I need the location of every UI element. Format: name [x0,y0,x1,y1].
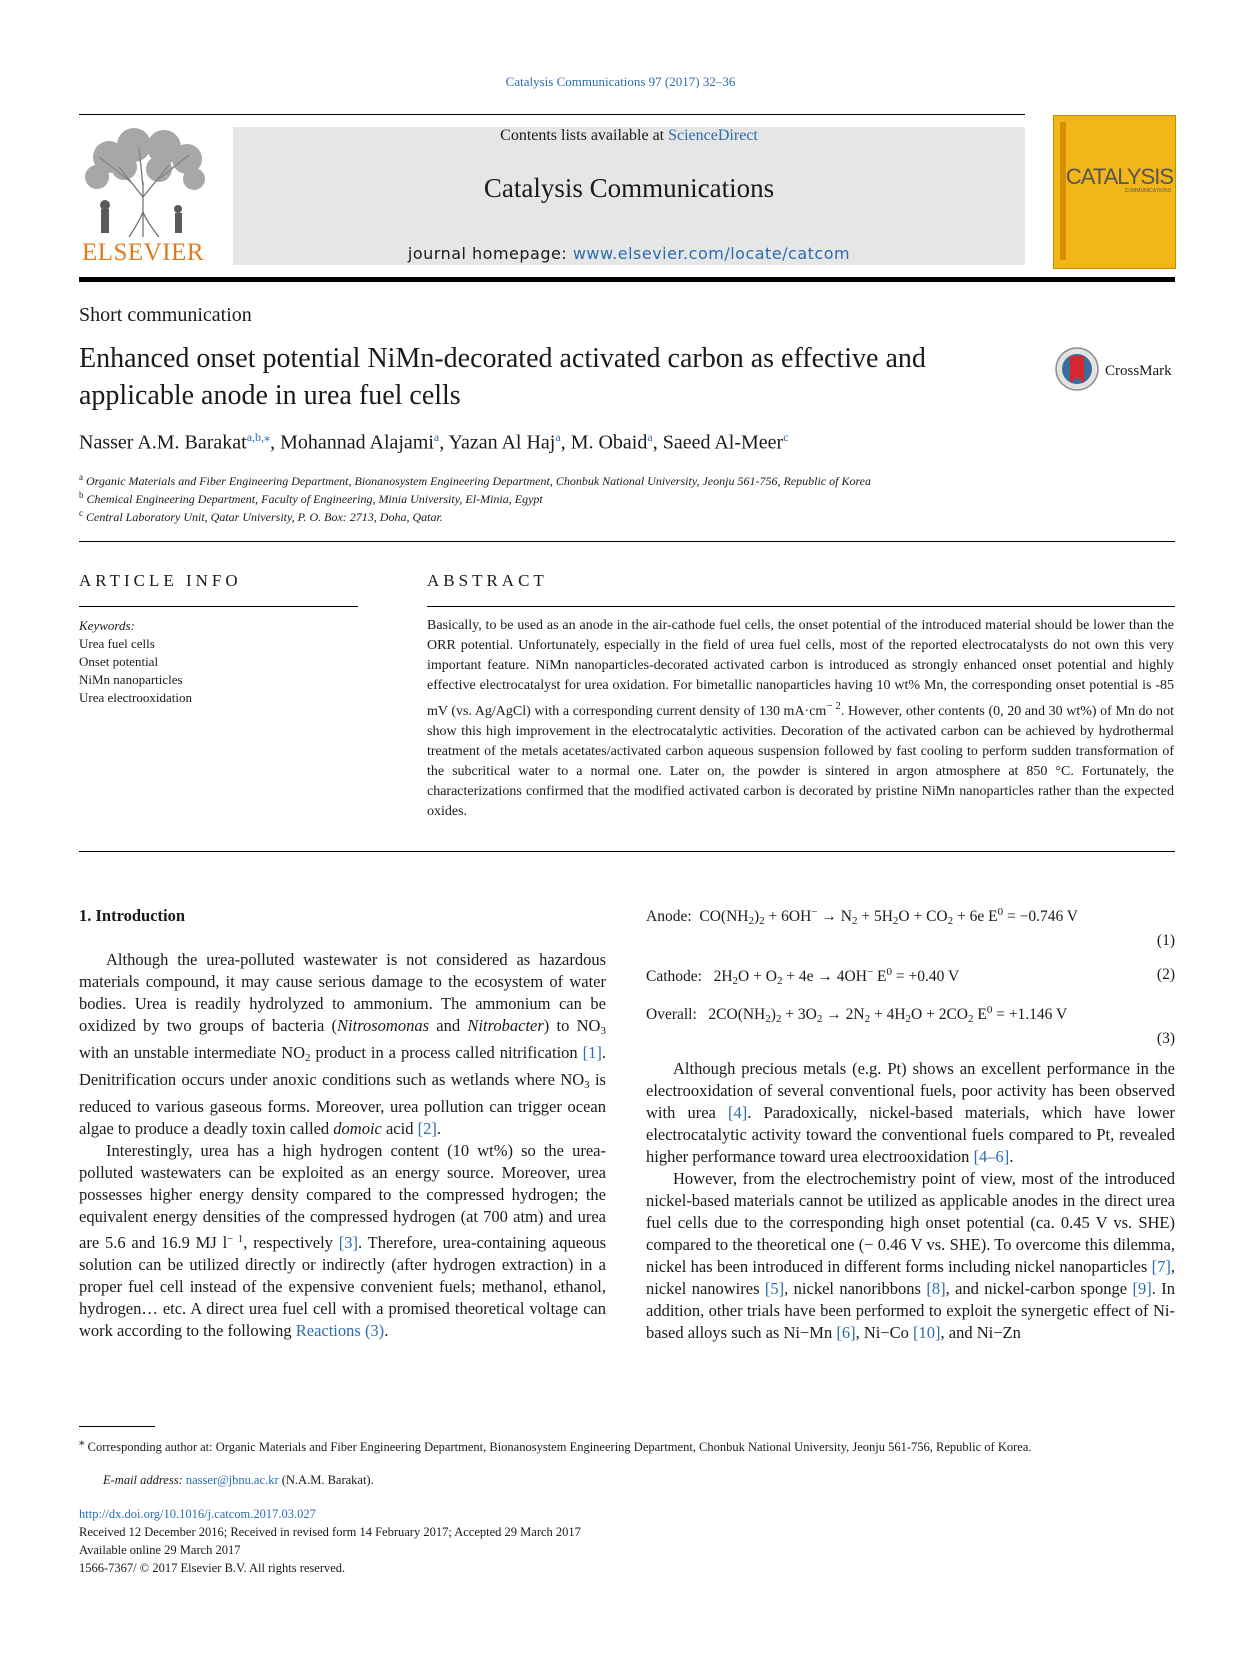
corresponding-author-mark[interactable]: ⁎ [264,430,271,444]
abstract-bottom-rule [79,851,1175,852]
equation-cathode: Cathode: $2H_2O + O_2 + 4e \to 4OH^-$ $E^0 = +0.40$ V (2) [646,966,1175,987]
reaction-link[interactable]: Reactions (3) [295,1321,385,1340]
crossmark-icon[interactable] [1055,347,1099,391]
introduction-left-column [79,949,606,1342]
reference-link[interactable]: [9] [1132,1279,1152,1298]
header-rule [79,114,1025,115]
reference-link[interactable]: [3] [338,1233,358,1252]
author[interactable]: Saeed Al-Meer [662,431,784,454]
reference-link[interactable]: [8] [926,1279,946,1298]
author-affiliation-mark[interactable]: a [555,430,561,444]
author-affiliation-mark[interactable]: a [433,430,440,444]
author-affiliation-mark[interactable]: c [783,430,789,444]
paragraph: Although precious metals (e.g. Pt) shows an excellent performance in the electrooxidation of several conventional fuels, poor activity has been observed with urea [4]. Paradoxically, nickel-based materials, which have lower electrocatalytic activity toward the conventional fuels compared to Pt, revealed higher performance toward urea electrooxidation [4–6]. [646,1059,1175,1166]
reference-link[interactable]: [7] [1151,1257,1171,1276]
affiliation-rule [79,541,1175,542]
doi-link[interactable]: http://dx.doi.org/10.1016/j.catcom.2017.03.027 [79,1507,316,1521]
equation-anode: Anode: $CO(NH_2)_2 + 6OH^- \to N_2 + 5H_2O + CO_2 + 6e$ $E^0 = -0.746$ V [646,906,1078,927]
homepage-line: journal homepage: www.elsevier.com/locate/catcom [407,244,851,263]
equation-overall: Overall: $2CO(NH_2)_2 + 3O_2 \to 2N_2 + 4H_2O + 2CO_2$ $E^0 = +1.146$ V [646,1004,1068,1025]
author-affiliation-mark[interactable]: a,b, [246,430,265,444]
keyword: Urea electrooxidation [79,690,192,705]
keywords-label: Keywords: [79,618,135,633]
header-thick-rule [79,277,1175,282]
cover-title: CATALYSIS [1065,164,1173,189]
abstract-heading: ABSTRACT [427,571,548,590]
keyword: Urea fuel cells [79,636,155,651]
journal-header [233,127,1025,265]
journal-citation-link[interactable]: Catalysis Communications 97 (2017) 32–36 [505,74,736,89]
author-affiliation-mark[interactable]: a [647,430,653,444]
reference-link[interactable]: [5] [764,1279,785,1298]
cover-subtitle: COMMUNICATIONS [1124,188,1171,194]
abstract-rule [427,606,1175,607]
reference-link[interactable]: [1] [582,1043,602,1062]
available-online: Available online 29 March 2017 [79,1543,241,1557]
elsevier-logo[interactable] [79,127,207,265]
author[interactable]: Nasser A.M. Barakat [79,431,247,454]
article-title: Enhanced onset potential NiMn-decorated activated carbon as effective and applicable anode in urea fuel cells [79,343,926,411]
equation-number: (2) [1156,966,1175,983]
cover-stripe [1060,122,1066,260]
copyright: 1566-7367/ © 2017 Elsevier B.V. All rights reserved. [79,1561,346,1575]
author[interactable]: Mohannad Alajami [280,431,434,454]
author[interactable]: Yazan Al Haj [448,431,556,454]
email-footnote: E-mail address: nasser@jbnu.ac.kr (N.A.M. Barakat). [103,1473,374,1487]
keyword: Onset potential [79,654,159,669]
email-link[interactable]: nasser@jbnu.ac.kr [185,1473,279,1487]
crossmark-label[interactable]: CrossMark [1105,363,1172,379]
section-heading-introduction: 1. Introduction [79,906,186,925]
paragraph: However, from the electrochemistry point of view, most of the introduced nickel-based materials cannot be utilized as applicable anodes in the direct urea fuel cells due to the corresponding high onset potential (ca. 0.45 V vs. SHE) compared to the theoretical one (− 0.46 V vs. SHE). To overcome this dilemma, nickel has been introduced in different forms including nickel nanoparticles [7], nickel nanowires [5], nickel nanoribbons [8], and nickel-carbon sponge [9]. In addition, other trials have been performed to exploit the synergetic effect of Ni-based alloys such as Ni−Mn [6], Ni−Co [10], and Ni−Zn [646,1169,1176,1342]
tree-icon [79,127,207,239]
article-type: Short communication [79,304,252,326]
affiliation: $^b$ Chemical Engineering Department, Faculty of Engineering, Minia University, El-Minia, Egypt [79,490,543,506]
paragraph: Although the urea-polluted wastewater is not considered as hazardous materials compound, it may cause serious damage to the ecosystem of water bodies. Urea is readily hydrolyzed to ammonium. The ammonium can be oxidized by two groups of bacteria (Nitrosomonas and Nitrobacter) to $NO_3$ with an unstable intermediate $NO_2$ product in a process called nitrification [1]. Denitrification occurs under anoxic conditions such as wetlands where $NO_3$ is reduced to various gaseous forms. Moreover, urea pollution can trigger ocean algae to produce a deadly toxin called domoic acid [2]. [79,950,606,1138]
reference-link[interactable]: [6] [836,1323,856,1342]
keyword: NiMn nanoparticles [79,672,183,687]
equation-number: (3) [1156,1030,1175,1047]
reference-link[interactable]: [4] [728,1103,748,1122]
article-info-heading: ARTICLE INFO [79,571,242,590]
equation-number: (1) [1156,932,1175,949]
author-list: Nasser A.M. Barakat$^{a,b,⁎}$, Mohannad Alajami$^a$, Yazan Al Haj$^a$, M. Obaid$^a$, Saeed Al-Meer$^c$ [79,430,789,454]
reference-link[interactable]: [10] [913,1323,941,1342]
reference-link[interactable]: [2] [417,1119,437,1138]
homepage-link[interactable]: www.elsevier.com/locate/catcom [572,244,851,263]
elsevier-wordmark: ELSEVIER [81,239,205,266]
journal-name: Catalysis Communications [483,173,775,203]
affiliation: $^a$ Organic Materials and Fiber Engineering Department, Bionanosystem Engineering Department, Chonbuk National University, Jeonju 561-756, Republic of Korea [79,472,871,488]
abstract-text: Basically, to be used as an anode in the air-cathode fuel cells, the onset potential of the introduced material should be lower than the ORR potential. Unfortunately, especially in the field of urea fuel cells, most of the reported electrocatalysts do not own this very important feature. NiMn nanoparticles-decorated activated carbon is introduced as strongly enhanced onset potential and highly effective electrocatalyst for urea oxidation. For bimetallic nanoparticles having 10 wt% Mn, the corresponding onset potential is -85 mV (vs. Ag/AgCl) with a corresponding current density of 130 $mA\cdot cm^{- 2}$. However, other contents (0, 20 and 30 wt%) of Mn do not show this high improvement in the electrocatalytic activities. Decoration of the activated carbon can be achieved by hydrothermal treatment of the metals acetates/activated carbon aqueous suspension followed by fast cooling to perform sudden transformation of the subcritical water to a normal one. Later on, the powder is sintered in argon atmosphere at 850 °C. Fortunately, the characterizations confirmed that the modified activated carbon is decorated by pristine NiMn nanoparticles rather than the expected oxides. [427,618,1174,819]
author[interactable]: M. Obaid [570,431,648,454]
received-dates: Received 12 December 2016; Received in revised form 14 February 2017; Accepted 29 March 2017 [79,1525,581,1539]
corresponding-author-footnote: ⁎ Corresponding author at: Organic Materials and Fiber Engineering Department, Bionanosystem Engineering Department, Chonbuk National University, Jeonju 561-756, Republic of Korea. [79,1436,1032,1454]
reference-link[interactable]: [4–6] [973,1147,1010,1166]
sciencedirect-link[interactable]: ScienceDirect [668,127,758,144]
affiliation: $^c$ Central Laboratory Unit, Qatar University, P. O. Box: 2713, Doha, Qatar. [79,508,443,524]
journal-cover-thumbnail[interactable] [1053,115,1176,269]
footnote-rule [79,1426,155,1427]
contents-line: Contents lists available at ScienceDirect [500,127,758,144]
paragraph: Interestingly, urea has a high hydrogen content (10 wt%) so the urea-polluted wastewaters can be exploited as an energy source. Moreover, urea possesses higher energy density compared to the compressed hydrogen; the equivalent energy densities of the compressed hydrogen (at 700 atm) and urea are 5.6 and 16.9 MJ $l^{- 1}$, respectively [3]. Therefore, urea-containing aqueous solution can be utilized directly or indirectly (after hydrogen extraction) in a proper fuel cell instead of the expensive convenient fuels; methanol, ethanol, hydrogen… etc. A direct urea fuel cell with a promised theoretical voltage can work according to the following Reactions (3). [79,1141,606,1340]
article-info-rule [79,606,358,607]
introduction-right-column [646,1058,1175,1344]
